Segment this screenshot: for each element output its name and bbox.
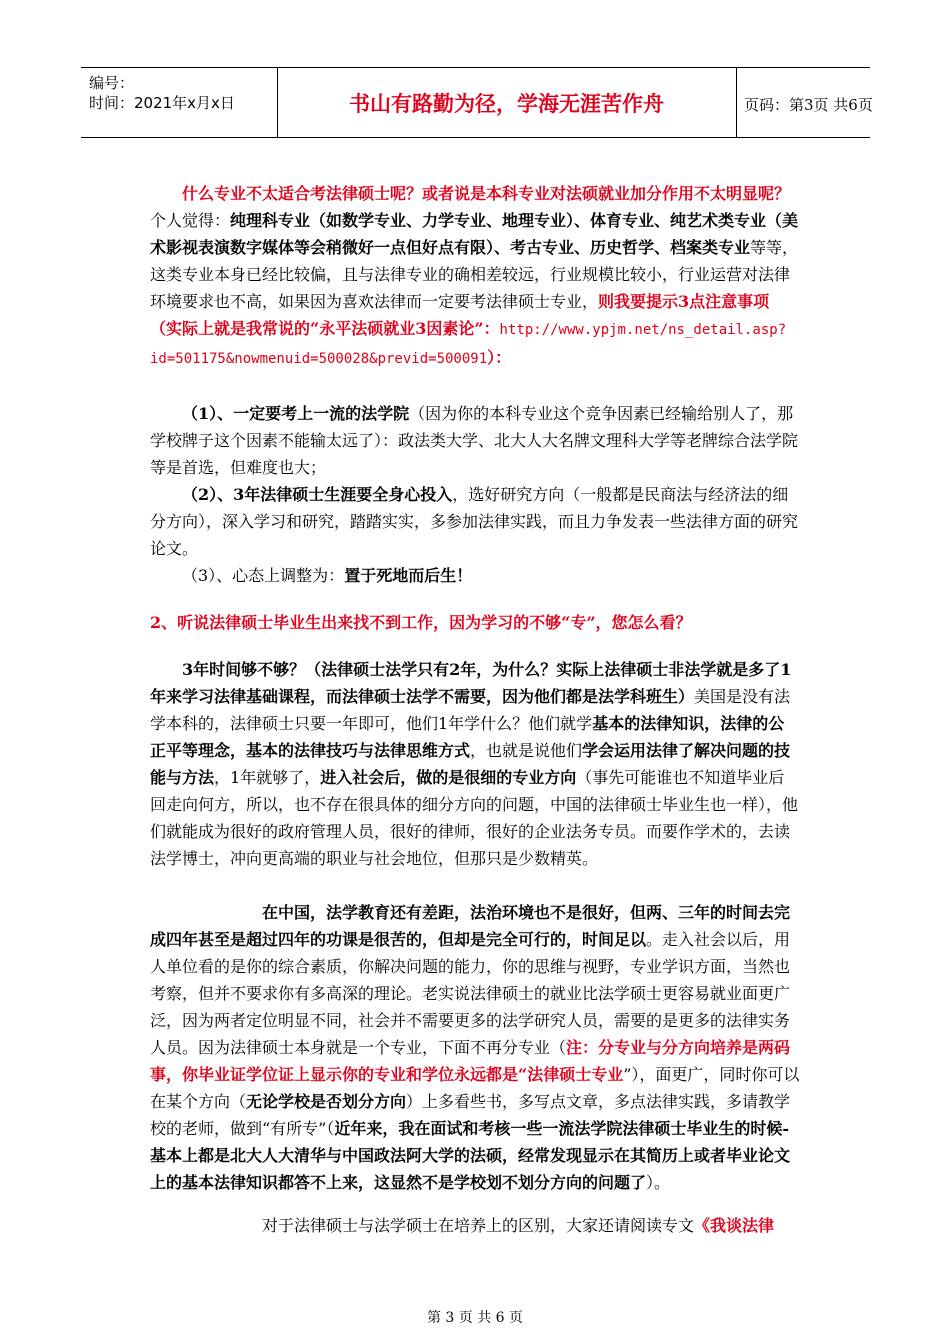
document-date-label: 时间：2021年x月x日 <box>89 94 235 112</box>
page-header <box>81 67 873 138</box>
document-body <box>150 180 800 1239</box>
paragraph-china-legal-education: 在中国，法学教育还有差距，法治环境也不是很好，但两、三年的时间去完成四年甚至是超过四年的功课是很苦的，但却是完全可行的，时间足以。走入社会以后，用人单位看的是你的综合素质，你解决问题的能力，你的思维与视野，专业学识方面，当然也考察，但并不要求你有多高深的理论。老实说法律硕士的就业比法学硕士更容易就业面更广泛，因为两者定位明显不同，社会并不需要更多的法学研究人员，需要的是更多的法律实务人员。因为法律硕士本身就是一个专业，下面不再分专业（注：分专业与分方向培养是两码事，你毕业证学位证上显示你的专业和学位永远都是“法律硕士专业”），面更广，同时你可以在某个方向（无论学校是否划分方向）上多看些书，多写点文章，多点法律实践，多请教学校的老师，做到“有所专”（近年来，我在面试和考核一些一流法学院法律硕士毕业生的时候-基本上都是北大人大清华与中国政法阿大学的法硕，经常发现显示在其简历上或者毕业论文上的基本法律知识都答不上来，这显然不是学校划不划分方向的问题了）。 <box>150 903 800 1192</box>
list-item-full-commitment: （2）、3年法律硕士生涯要全身心投入，选好研究方向（一般都是民商法与经济法的细分方向），深入学习和研究，踏踏实实，多参加法律实践，而且力争发表一些法律方面的研究论文。 <box>150 485 799 558</box>
paragraph-unsuitable-majors: 什么专业不太适合考法律硕士呢？或者说是本科专业对法硕就业加分作用不太明显呢？个人觉得：纯理科专业（如数学专业、力学专业、地理专业）、体育专业、纯艺术类专业（美术影视表演数字媒体等会稍微好一点但好点有限）、考古专业、历史哲学、档案类专业等等，这类专业本身已经比较偏，且与法律专业的确相差较远，行业规模比较小，行业运营对法律环境要求也不高，如果因为喜欢法律而一定要考法律硕士专业，则我要提示3点注意事项（实际上就是我常说的“永平法硕就业3因素论”：http://www.ypjm.net/ns_detail.asp?id=501175&nowmenuid=500028&previd=500091）： <box>150 184 799 367</box>
list-item-mindset: （3）、心态上调整为：置于死地而后生！ <box>182 566 473 585</box>
page-footer: 第 3 页 共 6 页 <box>426 1310 524 1326</box>
header-motto: 书山有路勤为径，学海无涯苦作舟 <box>349 92 664 116</box>
header-info-cell <box>81 68 278 137</box>
paragraph-study-duration: 3年时间够不够？（法律硕士法学只有2年，为什么？实际上法律硕士非法学就是多了1年来学习法律基础课程，而法律硕士法学不需要，因为他们都是法学科班生）美国是没有法学本科的，法律硕士只要一年即可，他们1年学什么？他们就学基本的法律知识，法律的公正平等理念，基本的法律技巧与法律思维方式，也就是说他们学会运用法律了解决问题的技能与方法，1年就够了，进入社会后，做的是很细的专业方向（事先可能谁也不知道毕业后回走向何方，所以，也不存在很具体的细分方向的问题，中国的法律硕士毕业生也一样），他们就能成为很好的政府管理人员，很好的律师，很好的企业法务专员。而要作学术的，去读法学博士，冲向更高端的职业与社会地位，但那只是少数精英。 <box>150 660 799 868</box>
header-motto-cell <box>277 68 737 137</box>
document-number-label: 编号： <box>89 74 135 92</box>
paragraph-further-reading: 对于法律硕士与法学硕士在培养上的区别，大家还请阅读专文《我谈法律 <box>262 1216 775 1235</box>
header-page-number: 页码：第3页 共6页 <box>744 96 873 114</box>
section-heading-2: 2、听说法律硕士毕业生出来找不到工作，因为学习的不够“专”，您怎么看？ <box>150 613 692 632</box>
list-item-first-tier-school: （1）、一定要考上一流的法学院（因为你的本科专业这个竞争因素已经输给别人了，那学校牌子这个因素不能输太远了）：政法类大学、北大人大名牌文理科大学等老牌综合法学院等是首选，但难度也大； <box>150 404 799 477</box>
article-reference: 《我谈法律 <box>694 1216 775 1235</box>
reference-link[interactable]: http://www.ypjm.net/ns_detail.asp?id=501175&nowmenuid=500028&previd=500091 <box>150 322 787 367</box>
header-page-cell <box>736 68 873 137</box>
